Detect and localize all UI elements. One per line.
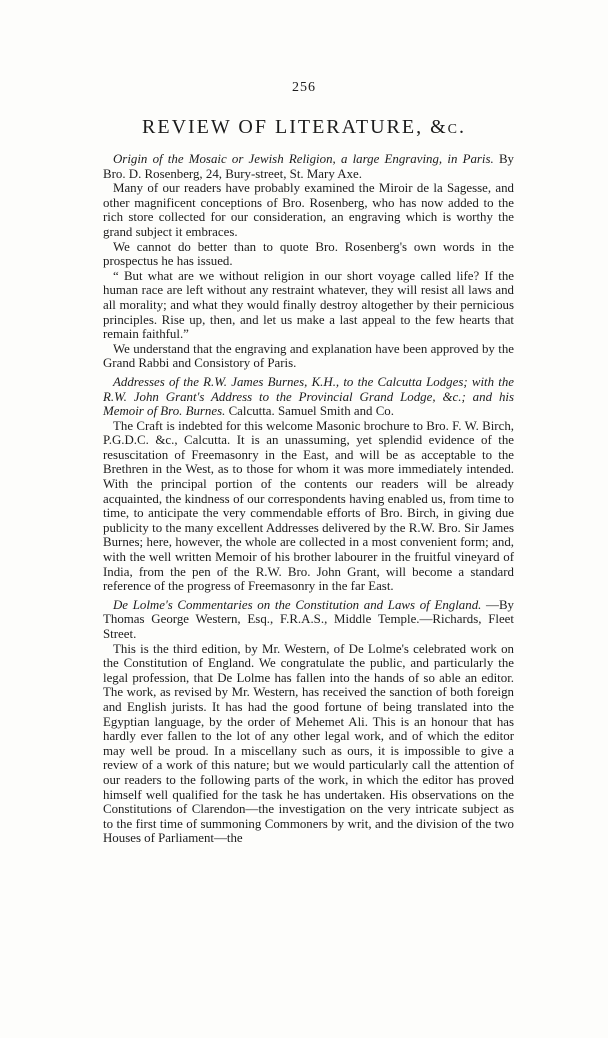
paragraph: Many of our readers have probably examined the Miroir de la Sagesse, and other magnificent conceptions of Bro. Rosenberg, who has now added to the rich store collected for our consideration, an engraving which is worthy the grand subject it embraces.	[103, 181, 514, 239]
page-title: REVIEW OF LITERATURE, &c.	[142, 116, 466, 138]
review-publisher: —By Thomas George Western, Esq., F.R.A.S., Middle Temple.—Richards, Fleet Street.	[103, 597, 514, 641]
review-publisher: Calcutta. Samuel Smith and Co.	[225, 404, 394, 419]
review-title: De Lolme's Commentaries on the Constitution and Laws of England.	[113, 597, 482, 612]
paragraph: The Craft is indebted for this welcome Masonic brochure to Bro. F. W. Birch, P.G.D.C. &c., Calcutta. It is an unassuming, yet splendid evidence of the resuscitation of Freemasonry in the East, and will be as acceptable to the Brethren in the West, as to those for whom it was more immediately intended. With the principal portion of the contents our readers will be already acquainted, the kindness of our correspondents having enabled us, from time to time, to anticipate the very commendable efforts of Bro. Birch, in giving due publicity to the many excellent Addresses delivered by the R.W. Bro. Sir James Burnes; here, however, the whole are collected in a most convenient form; and, with the well written Memoir of his brother labourer in the fruitful vineyard of India, from the pen of the R.W. Bro. John Grant, will become a standard reference of the progress of Freemasonry in the far East.	[103, 418, 514, 594]
section-heading	[103, 152, 514, 181]
paragraph: This is the third edition, by Mr. Western, of De Lolme's celebrated work on the Constitution of England. We congratulate the public, and particularly the legal profession, that De Lolme has fallen into the hands of so able an editor. The work, as revised by Mr. Western, has received the sanction of both foreign and English jurists. It has had the good fortune of being translated into the Egyptian language, by the order of Mehemet Ali. This is an honour that has hardly ever fallen to the lot of any other legal work, and of which the editor may well be proud. In a miscellany such as ours, it is impossible to give a review of a work of this nature; but we would particularly call the attention of our readers to the following parts of the work, in which the editor has proved himself well qualified for the task he has undertaken. His observations on the Constitutions of Clarendon—the investigation on the very intricate subject as to the first time of summoning Commoners by writ, and the division of the two Houses of Parliament—the	[103, 641, 514, 846]
review-title: Addresses of the R.W. James Burnes, K.H., to the Calcutta Lodges; with the R.W. John Grant's Address to the Provincial Grand Lodge, &c.; and his Memoir of Bro. Burnes.	[103, 374, 514, 419]
section-heading	[103, 375, 514, 419]
review-publisher: By Bro. D. Rosenberg, 24, Bury-street, St. Mary Axe.	[103, 152, 514, 181]
paragraph: We cannot do better than to quote Bro. Rosenberg's own words in the prospectus he has issued.	[103, 239, 514, 269]
review-title: Origin of the Mosaic or Jewish Religion, a large Engraving, in Paris.	[113, 152, 494, 166]
quotation: “ But what are we without religion in our short voyage called life? If the human race are left without any restraint whatever, they will resist all laws and all morality; and what they would finally destroy altogether by their pernicious principles. Rise up, then, and let us make a last appeal to the few hearts that remain faithful.”	[103, 268, 514, 342]
article-body	[103, 152, 514, 846]
paragraph: We understand that the engraving and explanation have been approved by the Grand Rabbi and Consistory of Paris.	[103, 341, 514, 371]
section-heading	[103, 598, 514, 642]
page-number: 256	[292, 80, 316, 95]
